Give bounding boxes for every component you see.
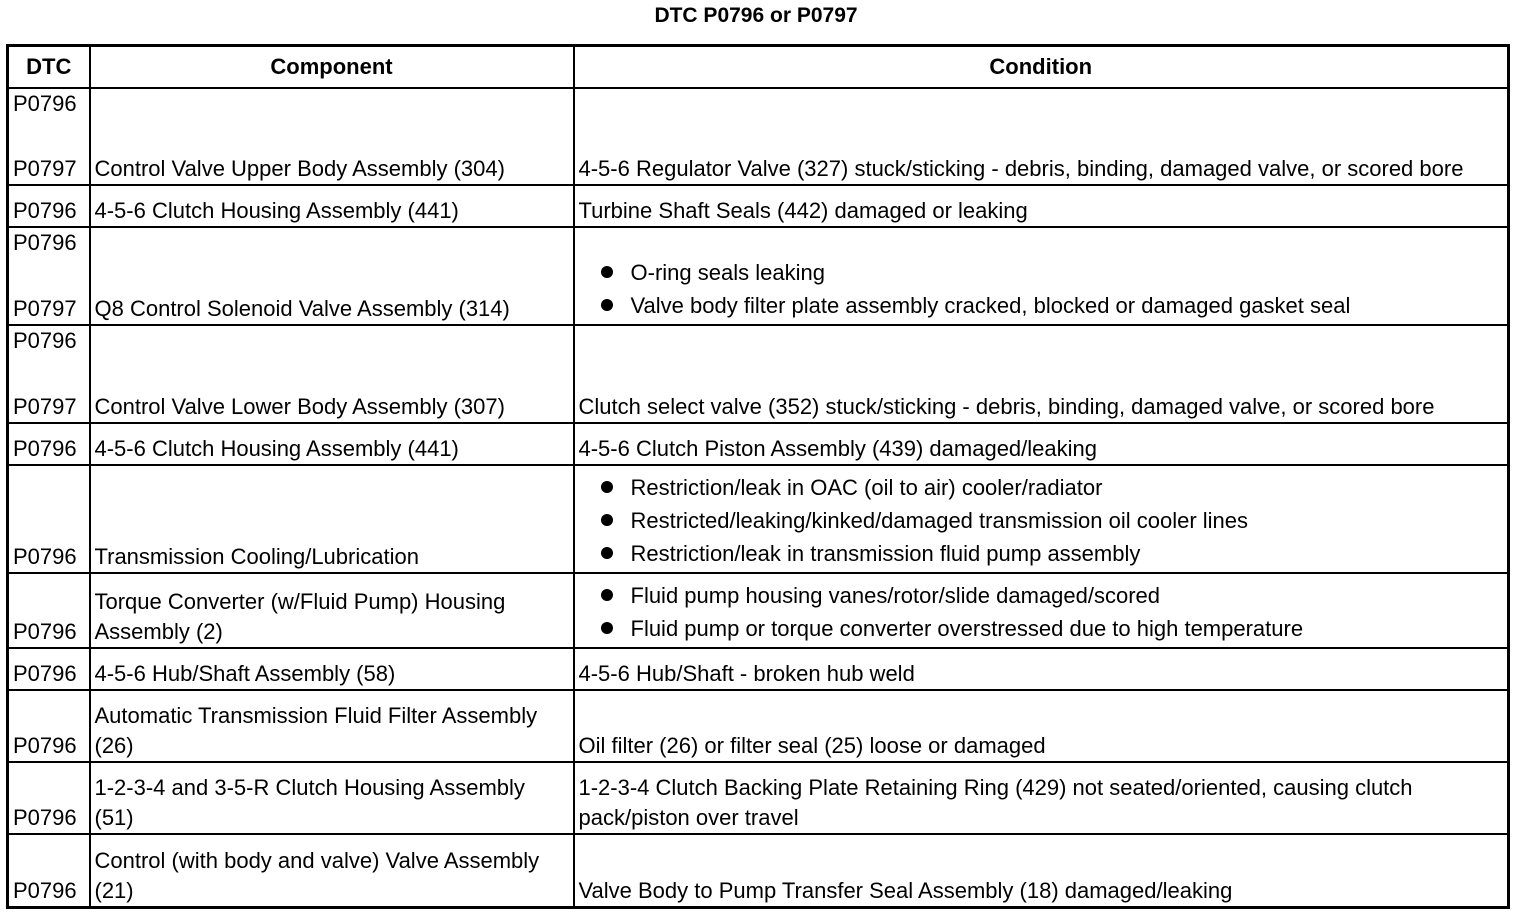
dtc-code: P0796	[13, 230, 77, 256]
page-title: DTC P0796 or P0797	[654, 4, 858, 27]
dtc-cell	[8, 185, 90, 227]
condition-cell: 4-5-6 Clutch Piston Assembly (439) damaged/leaking	[574, 423, 1509, 465]
table-row	[8, 325, 1509, 422]
dtc-code: P0796	[13, 91, 77, 116]
component-cell: Automatic Transmission Fluid Filter Assembly (26)	[90, 690, 574, 762]
dtc-table	[6, 44, 1510, 909]
condition-bullet-list	[579, 471, 1504, 572]
dtc-cell	[8, 573, 90, 648]
table-row	[8, 648, 1509, 690]
condition-cell: 1-2-3-4 Clutch Backing Plate Retaining Ring (429) not seated/oriented, causing clutch pack/piston over travel	[574, 762, 1509, 834]
table-row	[8, 423, 1509, 465]
header-dtc: DTC	[8, 46, 90, 89]
component-cell: Control (with body and valve) Valve Assembly (21)	[90, 834, 574, 907]
dtc-cell	[8, 834, 90, 907]
dtc-code: P0796	[13, 661, 77, 687]
table-row	[8, 573, 1509, 648]
dtc-code: P0796	[13, 435, 77, 461]
condition-cell: Clutch select valve (352) stuck/sticking - debris, binding, damaged valve, or scored bore	[574, 325, 1509, 422]
condition-cell: 4-5-6 Hub/Shaft - broken hub weld	[574, 648, 1509, 690]
dtc-code: P0796	[13, 733, 77, 759]
condition-cell: Turbine Shaft Seals (442) damaged or leaking	[574, 185, 1509, 227]
component-cell: Control Valve Upper Body Assembly (304)	[90, 88, 574, 185]
component-cell: 4-5-6 Clutch Housing Assembly (441)	[90, 185, 574, 227]
table-row	[8, 227, 1509, 325]
condition-cell: Oil filter (26) or filter seal (25) loose or damaged	[574, 690, 1509, 762]
dtc-code: P0796	[13, 328, 77, 354]
dtc-cell	[8, 690, 90, 762]
table-row	[8, 465, 1509, 573]
table-row	[8, 834, 1509, 907]
dtc-cell	[8, 648, 90, 690]
dtc-cell	[8, 227, 90, 325]
dtc-code: P0797	[13, 393, 77, 419]
condition-cell: 4-5-6 Regulator Valve (327) stuck/sticking - debris, binding, damaged valve, or scored bore	[574, 88, 1509, 185]
dtc-cell	[8, 465, 90, 573]
table-row	[8, 690, 1509, 762]
table-row	[8, 185, 1509, 227]
condition-cell: Valve Body to Pump Transfer Seal Assembly (18) damaged/leaking	[574, 834, 1509, 907]
condition-bullet: Restricted/leaking/kinked/damaged transmission oil cooler lines	[601, 504, 1504, 537]
dtc-code: P0796	[13, 878, 77, 903]
dtc-cell	[8, 762, 90, 834]
dtc-cell	[8, 423, 90, 465]
dtc-code: P0796	[13, 543, 77, 569]
table-header-row	[8, 46, 1509, 89]
component-cell: Q8 Control Solenoid Valve Assembly (314)	[90, 227, 574, 325]
dtc-code: P0796	[13, 618, 77, 644]
condition-bullet: Fluid pump housing vanes/rotor/slide damaged/scored	[601, 579, 1504, 612]
condition-bullet: Restriction/leak in transmission fluid pump assembly	[601, 537, 1504, 570]
header-condition: Condition	[574, 46, 1509, 89]
dtc-code: P0796	[13, 198, 77, 224]
header-component: Component	[90, 46, 574, 89]
condition-cell	[574, 227, 1509, 325]
component-cell: 4-5-6 Hub/Shaft Assembly (58)	[90, 648, 574, 690]
condition-cell	[574, 465, 1509, 573]
condition-bullet: Fluid pump or torque converter overstressed due to high temperature	[601, 612, 1504, 645]
condition-bullet-list	[579, 579, 1504, 647]
dtc-code: P0797	[13, 296, 77, 322]
dtc-code: P0797	[13, 156, 77, 182]
dtc-code: P0796	[13, 805, 77, 831]
component-cell: Control Valve Lower Body Assembly (307)	[90, 325, 574, 422]
condition-bullet: Valve body filter plate assembly cracked, blocked or damaged gasket seal	[601, 289, 1504, 322]
dtc-cell	[8, 88, 90, 185]
dtc-cell	[8, 325, 90, 422]
condition-bullet-list	[579, 256, 1504, 324]
component-cell: Torque Converter (w/Fluid Pump) Housing Assembly (2)	[90, 573, 574, 648]
table-row	[8, 762, 1509, 834]
component-cell: Transmission Cooling/Lubrication	[90, 465, 574, 573]
condition-cell	[574, 573, 1509, 648]
condition-bullet: O-ring seals leaking	[601, 256, 1504, 289]
table-row	[8, 88, 1509, 185]
component-cell: 1-2-3-4 and 3-5-R Clutch Housing Assembly (51)	[90, 762, 574, 834]
condition-bullet: Restriction/leak in OAC (oil to air) cooler/radiator	[601, 471, 1504, 504]
component-cell: 4-5-6 Clutch Housing Assembly (441)	[90, 423, 574, 465]
